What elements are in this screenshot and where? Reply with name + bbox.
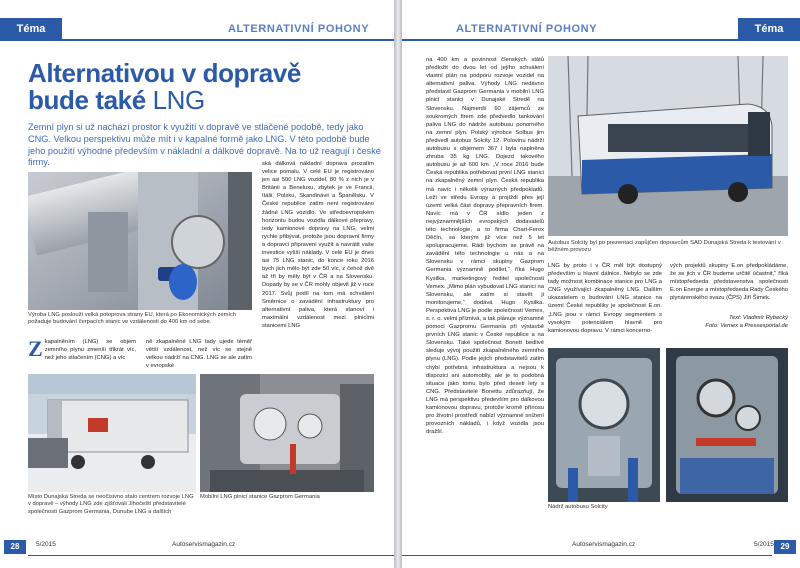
photo-bus-tank-2-image xyxy=(666,348,788,502)
right-tema-label: Téma xyxy=(738,18,800,40)
drop-cap: Z xyxy=(28,336,43,361)
left-column-1 xyxy=(28,338,136,362)
right-column-3: vých projektů skupiny E.on předpokládáme, že se jich v ČR budeme určitě účastnit,“ říká místopředseda představenstva společnosti E.on Energie a místopředseda Rady Českého plynárenského svazu (ČPS) Jiří Šimek. xyxy=(670,263,788,302)
credit-photo: Foto: Vemex a Pressesportal.de xyxy=(705,323,788,329)
left-column-2: ně zkapalněné LNG tady ujede téměř větší vzdálenost, než víc se stejně velkou nádrží na CNG. LNG se ale zatím v evropské xyxy=(146,339,252,370)
right-site: Autoservismagazin.cz xyxy=(572,541,636,548)
left-footer-rule xyxy=(28,555,394,556)
right-footer-rule xyxy=(402,555,772,556)
right-page xyxy=(402,0,800,568)
right-header-rule xyxy=(402,39,800,41)
right-section-title: ALTERNATIVNÍ POHONY xyxy=(456,23,598,35)
right-column-1: na 400 km a povinnost členských států předložit do dvou let od jejího schválení vlastní plán na podporu rozvoje vozidel na alternativní paliva. Výhody LNG nedávno představil Gazprom Germania v mobilní LNG plnicí stanici v Dunajské Stredě na Slovensku. Najmenší 60 zájemců ze soukromých firem zde předvedlo tankování paliva LNG do nádrže autobusu ponorného na zemní plyn. Polský výrobce Solbus jim předvedl autobus Solcity 12. Polovinu nádrží autobusu s objemem 367 l byla naplněna zhruba 35 kg LNG. Dojezd takového autobusu je až 600 km. „V roce 2016 bude Česká republika potřebovat první LNG stanici na zkapalněný zemní plyn. Česká republika má navíc i několik výrazných předpokladů. Leží ve středu Evropy a projíždí přes její území velká část dopravy přepravních firem. Navíc má v ČR sídlo jeden z nejvýznamnějších evropských dodavatelů této technologie, a to firma Chart-Ferox Děčín, sa kterým již více než 5 let spolupracujeme. Rádi bychom se právě na zavádění této technologie u nás a na Slovensku v rámci skupiny Gazprom Germania významně podílet,“ říká Hugo Kysilka, marketingový ředitel společnosti Vemex. „Mimo plán vybudovat LNG stanici na Slovensku, ale zatím si stavět ji monitorujeme,“ dodává Hugo Kysilka. Perspektiva LNG je podle společnosti Vemex, s. r. o. velmi příznivá, a tak plánuje významně pomoci Gazpromu Germania při výstavbě prvních LNG stanic v České republice a na Slovensku. Také společnost Bonett bedlivě sleduje vývoj použití zkapalněného zemního plynu (LNG). Podle jejích představitelů zatím chybí potřebná infrastruktura a nejsou k dispozici ani automobily, ale je to podobná situace jako tomu bylo před deseti lety s CNG. Představitelé Bonettu zdůrazňují, že LNG má perspektivu především pro dálkovou kamionovou dopravu, protože kromě přínosu pro životní prostředí nabízí významné snížení provozních nákladů, i když vozidla jsou dražší. xyxy=(426,57,544,436)
article-title xyxy=(28,60,301,114)
photo-lng-truck xyxy=(28,374,196,492)
left-site: Autoservismagazin.cz xyxy=(172,541,236,548)
left-header-rule xyxy=(0,39,394,41)
right-column-2: LNG by proto i v ČR měl být dostupný především u hlavní dálnice. Nebylo se zde tady možnost kombinace stanice pro LNG a CNG využívající zkapalněný LNG. Dalším ukazatelem o budování LNG stanice na území České republiky je společnost E.on. „LNG jsou v rámci Evropy segmentem s vysokým potenciálem hlavně pro kamionovou dopravu. V rámci koncerno- xyxy=(548,263,662,334)
right-header xyxy=(402,18,800,40)
photo-bus-tank-1 xyxy=(548,348,660,502)
article-lead: Zemní plyn si už nachází prostor k využití v dopravě ve stlačené podobě, tedy jako CNG. Velkou perspektivu může mít i v kapalné formě jako LNG. V této podobě bude jeho použití výhodné především v nákladní a dálkové dopravě. Na to už reagují i české firmy. xyxy=(28,122,381,168)
photo-mobile-lng-station xyxy=(200,374,374,492)
photo-bus-tank-2 xyxy=(666,348,788,502)
left-section-title: ALTERNATIVNÍ POHONY xyxy=(228,23,370,35)
left-header xyxy=(0,18,394,40)
left-page xyxy=(0,0,394,568)
credit-text: Text: Vladimír Rybecký xyxy=(728,315,788,321)
photo-mobile-lng-station-image xyxy=(200,374,374,492)
right-page-number: 29 xyxy=(774,540,796,554)
photo-caption-1: Výroba LNG poslouží velká potoprova strany EU, která po Ekonomických zemích požaduje budování čerpacích stanic ve vzdálenosti do 400 km od sebe. xyxy=(28,312,237,326)
photo-caption-3: Mobilní LNG plnicí stanice Gazprom Germania xyxy=(200,494,320,500)
photo-lng-tank-nozzle xyxy=(28,172,252,310)
photo-lng-tank-nozzle-image xyxy=(28,172,252,310)
left-tema-label: Téma xyxy=(0,18,62,40)
photo-solcity-bus xyxy=(548,56,788,236)
left-page-number: 28 xyxy=(4,540,26,554)
photo-caption-bus: Autobus Solcity byl po prezentaci zapůjčen dopravcům SAD Dunajská Streda k testování v běžném provozu xyxy=(548,240,781,254)
title-line-2 xyxy=(28,87,301,114)
title-line-2-prefix: bude také xyxy=(28,85,153,115)
left-column-1-text: kapalněním (LNG) se objem zemního plynu zmenší třikrát víc, než jeho stlačením (CNG) a víc xyxy=(44,339,136,362)
right-issue: 5/2015 xyxy=(754,541,774,548)
left-issue: 5/2015 xyxy=(36,541,56,548)
title-line-1: Alternativou v dopravě xyxy=(28,58,301,88)
photo-lng-truck-image xyxy=(28,374,196,492)
article-credits xyxy=(670,314,788,330)
left-column-3: ská dálková nákladní doprava prozatím velice pomalu. V celé EU je registrováno jen asi 500 LNG vozidel, 80 % z nich je v Británii a Beneluxu, zbytek je ve Francii, Itálii, Polsku, Skandinávii a Španělsku. V České republice zatím není registrováno žádné LNG vozidlo. Ve středoevropském horizontu budou vozidla dálkové přepravy, tedy kamionové dopravy na LNG, velmi rychle přibývat, protože jsou dopravní firmy a dopravci připraveni využít a navrátit vaše investice vyšší náklady. V celé EU je dnes asi 75 LNG stanic, do konce roku 2016 bych jich mělo být zde 50 víc, z čehož dvě až tři by měly být v ČR a na Slovensku. Dopady by se v ČR mohly objevit již v roce 2017. Svůj podíl na tom má schválení Směrnice o zavádění infrastruktury pro alternativní paliva, která stanoví i maximální vzdálenost mezi plnicími stanicemi LNG xyxy=(262,161,374,329)
photo-bus-tank-1-image xyxy=(548,348,660,502)
spine-gutter xyxy=(394,0,402,568)
photo-caption-2: Místo Dunajská Streda se neočisivno stalo centrem rozvoje LNG v dopravě – výhody LNG zde zjišťovali Jihočeští představitelé společnosti Gazprom Germania, Dunube LNG a dalších xyxy=(28,494,194,515)
photo-caption-tank: Nádrž autobusu Solcity xyxy=(548,504,608,510)
photo-solcity-bus-image xyxy=(548,56,788,236)
title-lng: LNG xyxy=(152,85,205,115)
